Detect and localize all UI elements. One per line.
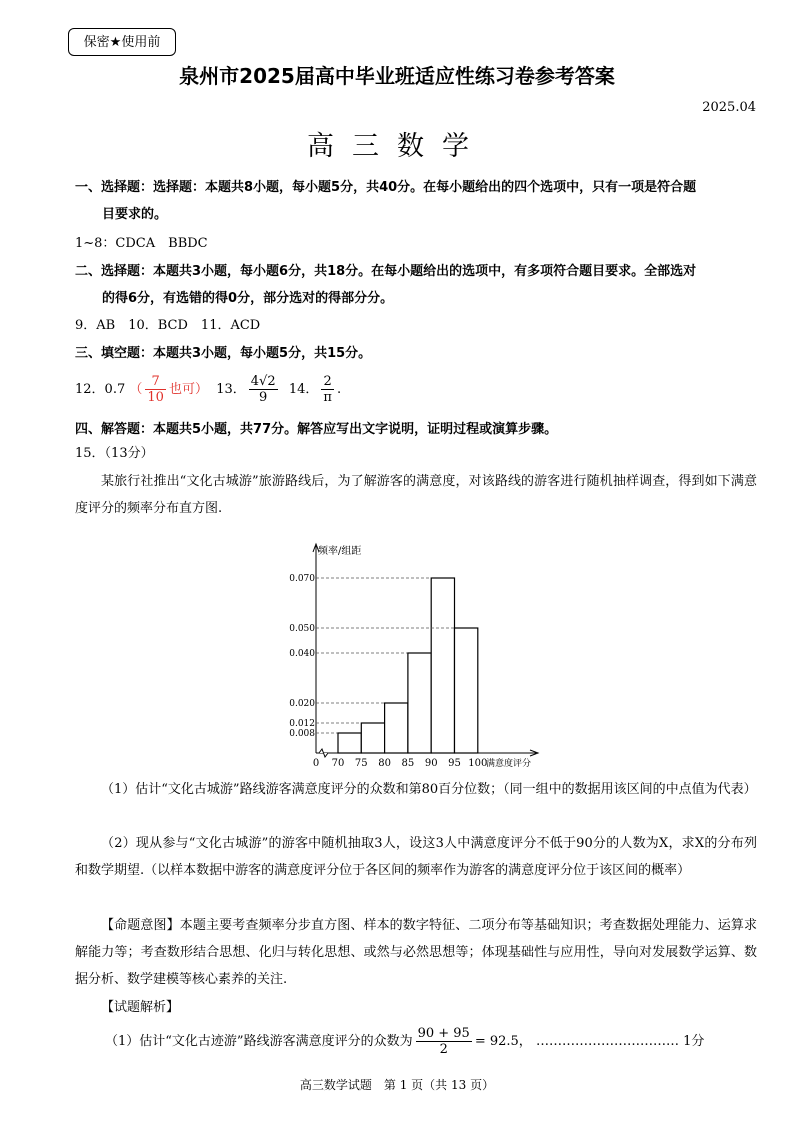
q15-intro: 某旅行社推出“文化古城游”旅游路线后，为了解游客的满意度，对该路线的游客进行随机抽样调查，得到如下满意度评分的频率分布直方图. [75, 474, 757, 516]
histogram-bar [455, 628, 478, 753]
frequency-histogram [289, 538, 570, 774]
q15-part2: （2）现从参与“文化古城游”的游客中随机抽取3人，设这3人中满意度评分不低于90分的人数为X，求X的分布列和数学期望.（以样本数据中游客的满意度评分位于各区间的频率作为游客的满意度评分位于该区间的概率） [75, 836, 757, 878]
section3-heading: 三、填空题：本题共3小题，每小题5分，共15分。 [75, 346, 372, 361]
section4-heading: 四、解答题：本题共5小题，共77分。解答应写出文字说明，证明过程或演算步骤。 [75, 422, 558, 437]
histogram-bar [431, 578, 454, 753]
y-tick-label: 0.012 [289, 719, 315, 729]
q13-frac-den: 9 [259, 390, 268, 405]
solution-score: 1分 [683, 1034, 705, 1049]
solution-line [75, 1024, 757, 1060]
q12-paren: （ [129, 382, 143, 397]
page-title: 泉州市2025届高中毕业班适应性练习卷参考答案 [179, 64, 615, 88]
section1-heading-text: 一、选择题：选择题：本题共8小题，每小题5分，共40分。在每小题给出的四个选项中，只有一项是符合题 [75, 180, 697, 195]
q12-fraction [145, 374, 166, 405]
q12-alt-note [129, 374, 212, 405]
section1-answers: 1~8：CDCA BBDC [75, 236, 208, 251]
q13-label: 13． [216, 382, 246, 397]
x-axis-label: 满意度评分 [486, 759, 532, 769]
solution-dots: …………………………… [535, 1034, 679, 1049]
q14-frac-num: 2 [321, 374, 334, 390]
section1-heading-cont: 目要求的。 [102, 207, 168, 222]
q12-frac-num: 7 [145, 374, 166, 390]
q12-value: 0.7 [104, 382, 126, 397]
solution-result: = 92.5， [474, 1034, 532, 1049]
origin-label: 0 [312, 758, 320, 769]
y-tick-label: 0.050 [289, 624, 315, 634]
y-tick-label: 0.040 [289, 649, 315, 659]
axis-break-mark [319, 749, 328, 757]
x-tick-label: 70 [331, 758, 345, 769]
subject-title: 高三数学 [307, 131, 487, 162]
q14-fraction [321, 374, 334, 405]
q14-label: 14． [288, 382, 319, 397]
x-tick-label: 85 [401, 758, 415, 769]
q12-label: 12． [75, 382, 105, 397]
section2-heading [75, 258, 765, 312]
x-tick-label: 100 [468, 758, 488, 769]
section2-answers: 9．AB 10．BCD 11．ACD [75, 318, 261, 333]
x-tick-label: 75 [354, 758, 368, 769]
confidential-stamp: 保密★使用前 [68, 28, 176, 56]
x-tick-label: 95 [448, 758, 461, 769]
q15-part1: （1）估计“文化古城游”路线游客满意度评分的众数和第80百分位数；（同一组中的数据用该区间的中点值为代表） [101, 782, 757, 797]
page-footer: 高三数学试题 第 1 页（共 13 页） [299, 1078, 495, 1092]
histogram-bar [361, 723, 384, 753]
y-axis-label: 频率/组距 [318, 546, 362, 557]
x-tick-label: 80 [378, 758, 391, 769]
q13-frac-num: 4√2 [250, 374, 276, 389]
solution-frac-den: 2 [439, 1042, 448, 1057]
section3-answers [75, 374, 341, 405]
histogram-bar [385, 703, 408, 753]
q13-fraction [249, 374, 278, 405]
design-intent: 【命题意图】本题主要考查频率分步直方图、样本的数字特征、二项分布等基础知识；考查数据处理能力、运算求解能力等；考查数形结合思想、化归与转化思想、或然与必然思想等；体现基础性与应用性，导向对发展数学运算、数据分析、数学建模等核心素养的关注. [75, 918, 757, 987]
histogram-bar [408, 653, 431, 753]
solution-frac-num: 90 + 95 [417, 1026, 470, 1041]
solution-prefix: （1）估计“文化古迹游”路线游客满意度评分的众数为 [105, 1034, 413, 1049]
q14-end: . [336, 382, 342, 397]
x-tick-label: 90 [424, 758, 438, 769]
q12-note: 也可） [168, 382, 208, 397]
q12-frac-den: 10 [147, 390, 164, 405]
histogram-bar [338, 733, 361, 753]
exam-date: 2025.04 [702, 100, 756, 115]
analysis-label: 【试题解析】 [101, 1000, 180, 1015]
section2-heading-cont: 的得6分，有选错的得0分，部分选对的得部分分。 [102, 291, 394, 306]
section1-heading [75, 174, 765, 228]
section2-heading-text: 二、选择题：本题共3小题，每小题6分，共18分。在每小题给出的选项中，有多项符合题目要求。全部选对 [75, 264, 697, 279]
solution-fraction [416, 1026, 472, 1057]
y-tick-label: 0.020 [289, 699, 315, 709]
q15-label: 15．（13分） [75, 446, 154, 461]
q14-frac-den: π [323, 390, 332, 405]
y-tick-label: 0.008 [289, 729, 315, 739]
y-tick-label: 0.070 [289, 574, 315, 584]
